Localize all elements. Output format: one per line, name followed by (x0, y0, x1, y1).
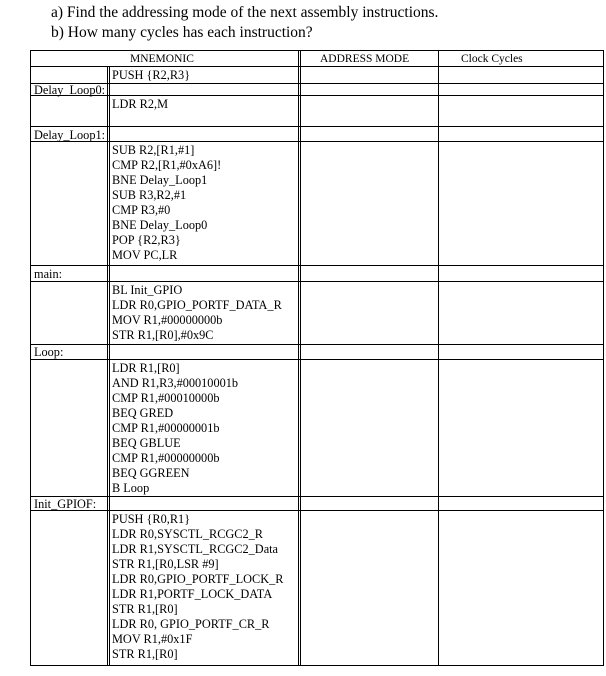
instruction: LDR R0,GPIO_PORTF_LOCK_R (112, 572, 284, 586)
instruction: CMP R1,#00010000b (112, 391, 220, 405)
section-label: Delay_Loop0: (34, 83, 106, 97)
instruction: LDR R1,SYSCTL_RCGC2_Data (112, 542, 279, 556)
instruction: LDR R1,PORTF_LOCK_DATA (112, 587, 273, 601)
question-a: a) Find the addressing mode of the next assembly instructions. (51, 4, 439, 21)
section-label: Loop: (34, 345, 64, 359)
instruction: B Loop (112, 481, 150, 495)
instruction: BEQ GBLUE (112, 436, 181, 450)
instruction: PUSH {R0,R1} (112, 512, 191, 526)
instruction: STR R1,[R0],#0x9C (112, 328, 214, 342)
header-mnemonic: MNEMONIC (130, 53, 194, 65)
instruction: MOV R1,#0x1F (112, 632, 193, 646)
section-label: main: (34, 267, 63, 281)
instruction: BNE Delay_Loop0 (112, 218, 208, 232)
section-label: Delay_Loop1: (34, 128, 106, 142)
instruction: STR R1,[R0] (112, 647, 178, 661)
instruction: SUB R2,[R1,#1] (112, 143, 195, 157)
instruction: LDR R2,M (112, 97, 169, 111)
instruction: PUSH {R2,R3} (112, 68, 191, 82)
header-address-mode: ADDRESS MODE (320, 53, 410, 65)
instruction: LDR R0,GPIO_PORTF_DATA_R (112, 298, 282, 312)
instruction: BL Init_GPIO (112, 283, 183, 297)
instruction: BEQ GGREEN (112, 466, 190, 480)
instruction: POP {R2,R3} (112, 233, 181, 247)
instruction: STR R1,[R0] (112, 602, 178, 616)
instruction: CMP R1,#00000000b (112, 451, 220, 465)
header-clock-cycles: Clock Cycles (461, 53, 523, 65)
instruction: CMP R1,#00000001b (112, 421, 220, 435)
instruction: BEQ GRED (112, 406, 174, 420)
instruction: LDR R1,[R0] (112, 361, 180, 375)
instruction: SUB R3,R2,#1 (112, 188, 187, 202)
section-label: Init_GPIOF: (34, 497, 97, 511)
instruction: MOV PC,LR (112, 248, 178, 262)
instruction: LDR R0, GPIO_PORTF_CR_R (112, 617, 270, 631)
question-b: b) How many cycles has each instruction? (51, 24, 313, 41)
instruction: STR R1,[R0,LSR #9] (112, 557, 219, 571)
instruction: AND R1,R3,#00010001b (112, 376, 239, 390)
instruction: LDR R0,SYSCTL_RCGC2_R (112, 527, 264, 541)
instruction: CMP R3,#0 (112, 203, 171, 217)
instruction: BNE Delay_Loop1 (112, 173, 208, 187)
instruction: MOV R1,#00000000b (112, 313, 223, 327)
instruction: CMP R2,[R1,#0xA6]! (112, 158, 222, 172)
